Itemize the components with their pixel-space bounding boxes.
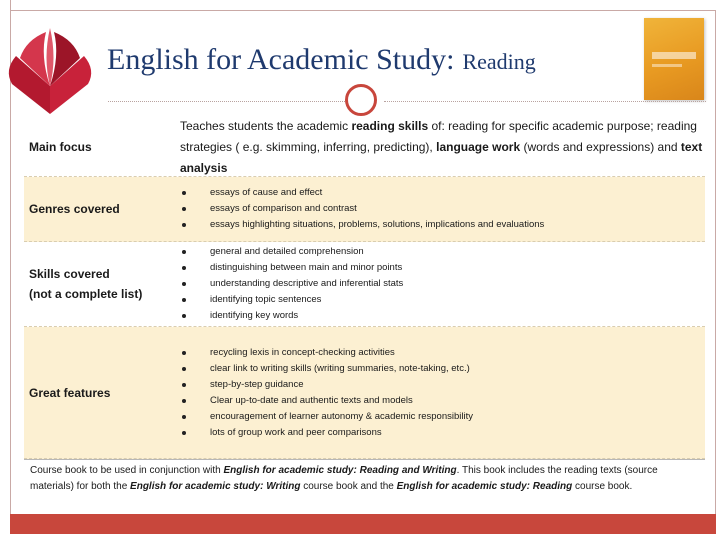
page-title [107,40,536,77]
list-item: clear link to writing skills (writing summaries, note-taking, etc.) [180,361,705,377]
footer-book-title: English for academic study: Reading and Writing [223,465,457,476]
lead-bold: reading skills [351,118,429,133]
lead-text: (words and expressions) and [520,139,681,154]
footer-book-title: English for academic study: Writing [130,481,301,492]
lead-text: Teaches students the academic [180,118,352,133]
row-content [169,118,705,176]
row-label-line: Skills covered [29,267,110,281]
overview-table [24,118,705,459]
row-label-line: (not a complete list) [29,287,143,301]
bottom-accent-bar [10,514,716,534]
footer-text: course book and the [300,481,397,492]
table-row-genres [24,177,705,242]
footer-text: course book. [572,481,633,492]
footer-text: Course book to be used in conjunction with [30,465,224,476]
row-label [24,118,169,176]
row-content [169,327,705,458]
footer-text: . This book includes the reading texts (source materials) for both the [30,465,658,492]
row-label [24,327,169,458]
row-content [169,242,705,326]
list-item: lots of group work and peer comparisons [180,425,705,441]
bullet-list [180,345,705,441]
list-item: distinguishing between main and minor points [180,260,705,276]
lead-text: of: reading for specific academic purpose; reading strategies ( e.g. skimming, inferring, predicting), [180,118,697,154]
title-sub: Reading [462,49,536,74]
list-item: Clear up-to-date and authentic texts and models [180,393,705,409]
row-label-line: Genres covered [29,202,120,216]
list-item: recycling lexis in concept-checking activities [180,345,705,361]
row-label-line: Great features [29,385,111,400]
list-item: essays highlighting situations, problems, solutions, implications and evaluations [180,217,705,233]
cover-title-band [652,52,696,59]
table-row-features [24,327,705,459]
row-label [24,177,169,241]
footer-book-title: English for academic study: Reading [396,481,573,492]
bullet-list [180,185,705,233]
list-item: step-by-step guidance [180,377,705,393]
list-item: general and detailed comprehension [180,244,705,260]
top-accent-line [10,0,11,10]
footer-note [24,459,705,498]
title-main: English for Academic Study: [107,43,455,76]
book-cover-thumbnail [644,18,704,100]
lead-bold: text analysis [180,139,703,175]
table-row-main-focus [24,118,705,177]
list-item: essays of cause and effect [180,185,705,201]
main-focus-text [180,116,705,179]
open-book-logo-icon [0,22,100,122]
lead-bold: language work [436,139,521,154]
list-item: essays of comparison and contrast [180,201,705,217]
list-item: identifying key words [180,308,705,324]
list-item: encouragement of learner autonomy & academic responsibility [180,409,705,425]
list-item: understanding descriptive and inferential stats [180,276,705,292]
ring-decoration-icon [345,84,377,116]
divider-left [108,101,345,102]
list-item: identifying topic sentences [180,292,705,308]
row-content [169,177,705,241]
row-label [24,242,169,326]
divider-right [384,101,706,102]
bullet-list [180,244,705,324]
row-label-line: Main focus [29,140,92,154]
cover-subtitle-band [652,64,682,67]
table-row-skills [24,242,705,327]
